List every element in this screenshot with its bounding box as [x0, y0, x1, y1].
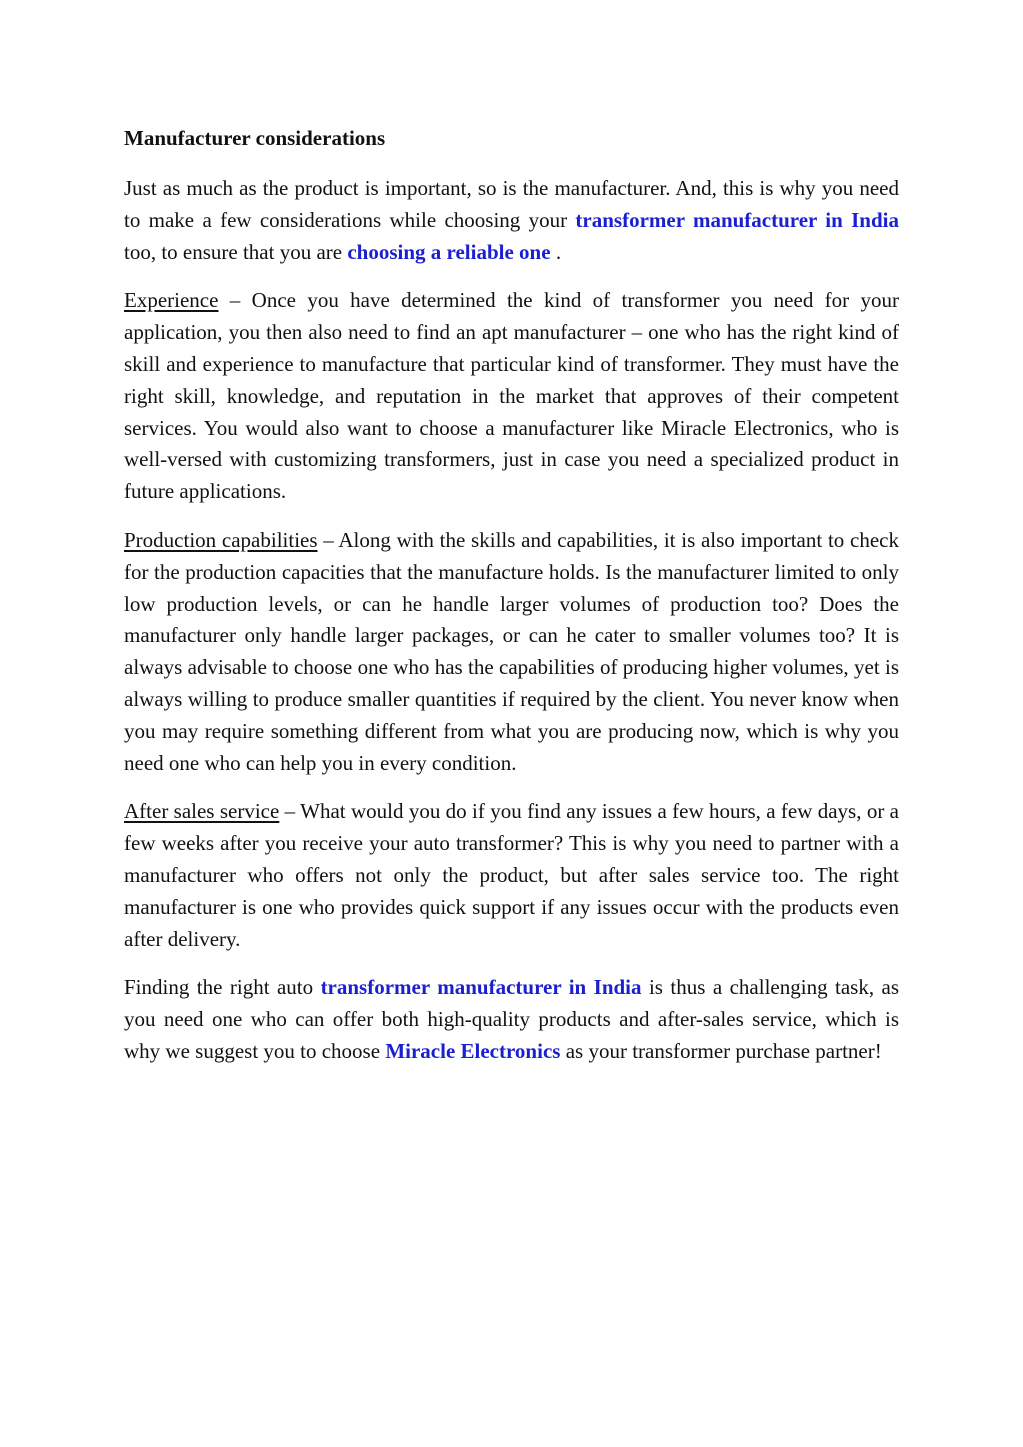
- miracle-electronics-link[interactable]: Miracle Electronics: [385, 1038, 561, 1063]
- choosing-reliable-link[interactable]: choosing a reliable one: [347, 239, 551, 264]
- intro-text-1: Just as much as the product is important, so is the manufacturer. And, this is why you need to make a few considerations while choosing your: [124, 176, 899, 232]
- intro-text-2: too, to ensure that you are: [124, 239, 348, 264]
- transformer-manufacturer-link-2[interactable]: transformer manufacturer in India: [320, 975, 642, 1000]
- intro-paragraph: [124, 173, 899, 268]
- experience-paragraph: [124, 285, 899, 508]
- experience-text: – Once you have determined the kind of transformer you need for your application, you then also need to find an apt manufacturer – one who has the right kind of skill and experience to manufacture that particular kind of transformer. They must have the right skill, knowledge, and reputation in the market that approves of their competent services. You would also want to choose a manufacturer like Miracle Electronics, who is well-versed with customizing transformers, just in case you need a specialized product in future applications.: [124, 288, 899, 504]
- conclusion-text-3: as your transformer purchase partner!: [560, 1038, 882, 1063]
- production-text: – Along with the skills and capabilities, it is also important to check for the production capacities that the manufacture holds. Is the manufacturer limited to only low production levels, or can he handle larger volumes of production too? Does the manufacturer only handle larger packages, or can he cater to smaller volumes too? It is always advisable to choose one who has the capabilities of producing higher volumes, yet is always willing to produce smaller quantities if required by the client. You never know when you may require something different from what you are producing now, which is why you need one who can help you in every condition.: [124, 527, 899, 775]
- transformer-manufacturer-link[interactable]: transformer manufacturer in India: [575, 207, 900, 232]
- production-paragraph: [124, 525, 899, 779]
- conclusion-text-2: is thus a challenging task, as you need one who can offer both high-quality products and after-sales service, which is why we suggest you to choose: [124, 975, 900, 1063]
- document-page: [124, 122, 899, 1085]
- after-sales-text: – What would you do if you find any issues a few hours, a few days, or a few weeks after you receive your auto transformer? This is why you need to partner with a manufacturer who offers not only the product, but after sales service too. The right manufacturer is one who provides quick support if any issues occur with the products even after delivery.: [124, 799, 900, 951]
- conclusion-paragraph: [124, 972, 899, 1067]
- after-sales-term: After sales service: [124, 799, 280, 824]
- experience-term: Experience: [124, 288, 219, 313]
- intro-text-3: .: [550, 239, 562, 264]
- after-sales-paragraph: [124, 796, 899, 955]
- production-capabilities-term: Production capabilities: [124, 527, 318, 552]
- conclusion-text-1: Finding the right auto: [124, 975, 321, 1000]
- section-heading: Manufacturer considerations: [124, 126, 386, 150]
